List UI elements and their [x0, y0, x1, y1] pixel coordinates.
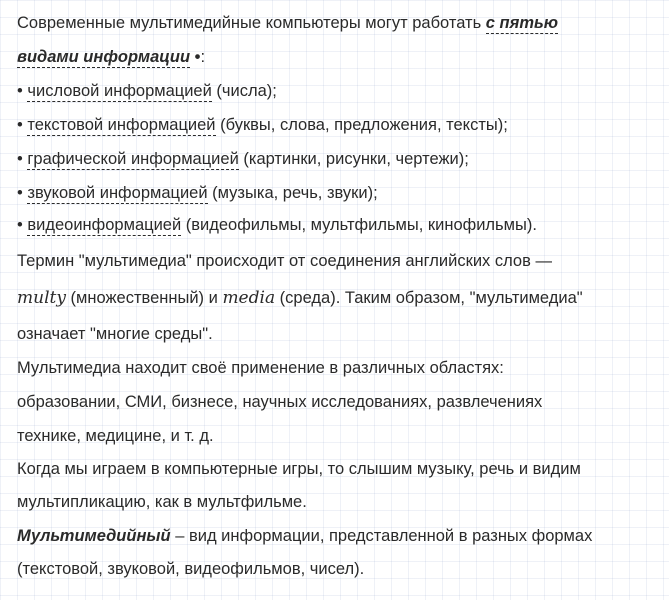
games-line-2	[17, 491, 307, 513]
intro-line-1	[17, 12, 558, 34]
info-type-examples: (буквы, слова, предложения, тексты);	[215, 116, 508, 134]
info-type-examples: (музыка, речь, звуки);	[207, 184, 378, 202]
info-type-examples: (числа);	[211, 82, 277, 100]
definition-dash: –	[170, 527, 189, 545]
definition-text: вид информации, представленной в разных формах	[188, 527, 593, 545]
list-item	[17, 182, 378, 204]
highlight-five-types: с пятью	[485, 14, 559, 32]
info-type-examples: (картинки, рисунки, чертежи);	[238, 150, 469, 168]
games-line-1	[17, 458, 581, 480]
term-origin-line-3	[17, 323, 213, 345]
games-text: Когда мы играем в компьютерные игры, то слышим музыку, речь и видим	[17, 460, 581, 478]
term-origin-mid: (множественный) и	[65, 289, 223, 307]
info-type-term: текстовой информацией	[27, 116, 216, 134]
application-areas-end: технике, медицине, и т. д.	[17, 427, 214, 445]
definition-forms: (текстовой, звуковой, видеофильмов, чисел).	[17, 560, 365, 578]
term-origin-text: Термин "мультимедиа" происходит от соединения английских слов —	[17, 252, 552, 270]
highlight-info-types: видами информации	[17, 48, 191, 66]
list-item	[17, 80, 277, 102]
intro-text: Современные мультимедийные компьютеры могут работать	[17, 14, 486, 32]
info-type-examples: (видеофильмы, мультфильмы, кинофильмы).	[181, 216, 537, 234]
term-origin-line-1	[17, 250, 552, 272]
intro-line-2	[17, 46, 205, 68]
definition-line-2	[17, 558, 364, 580]
definition-line-1	[17, 525, 592, 547]
footnote-mark: •	[190, 48, 201, 66]
definition-term: Мультимедийный	[17, 527, 171, 545]
bullet: •	[17, 216, 28, 234]
bullet: •	[17, 150, 28, 168]
word-multy: multy	[17, 288, 66, 308]
term-origin-line-2	[17, 287, 583, 309]
info-type-term: видеоинформацией	[27, 216, 182, 234]
term-meaning: означает "многие среды".	[17, 325, 213, 343]
list-item	[17, 148, 469, 170]
info-type-term: графической информацией	[27, 150, 239, 168]
list-item	[17, 114, 508, 136]
application-text: Мультимедиа находит своё применение в различных областях:	[17, 359, 504, 377]
bullet: •	[17, 82, 28, 100]
application-line-1	[17, 357, 504, 379]
info-type-term: числовой информацией	[27, 82, 212, 100]
intro-colon: :	[200, 48, 206, 66]
term-origin-end: (среда). Таким образом, "мультимедиа"	[275, 289, 583, 307]
application-areas: образовании, СМИ, бизнесе, научных исследованиях, развлечениях	[17, 393, 543, 411]
bullet: •	[17, 184, 28, 202]
list-item	[17, 214, 537, 236]
application-line-3	[17, 425, 214, 447]
games-text-end: мультипликацию, как в мультфильме.	[17, 493, 307, 511]
info-type-term: звуковой информацией	[27, 184, 208, 202]
application-line-2	[17, 391, 542, 413]
bullet: •	[17, 116, 28, 134]
word-media: media	[222, 288, 276, 308]
